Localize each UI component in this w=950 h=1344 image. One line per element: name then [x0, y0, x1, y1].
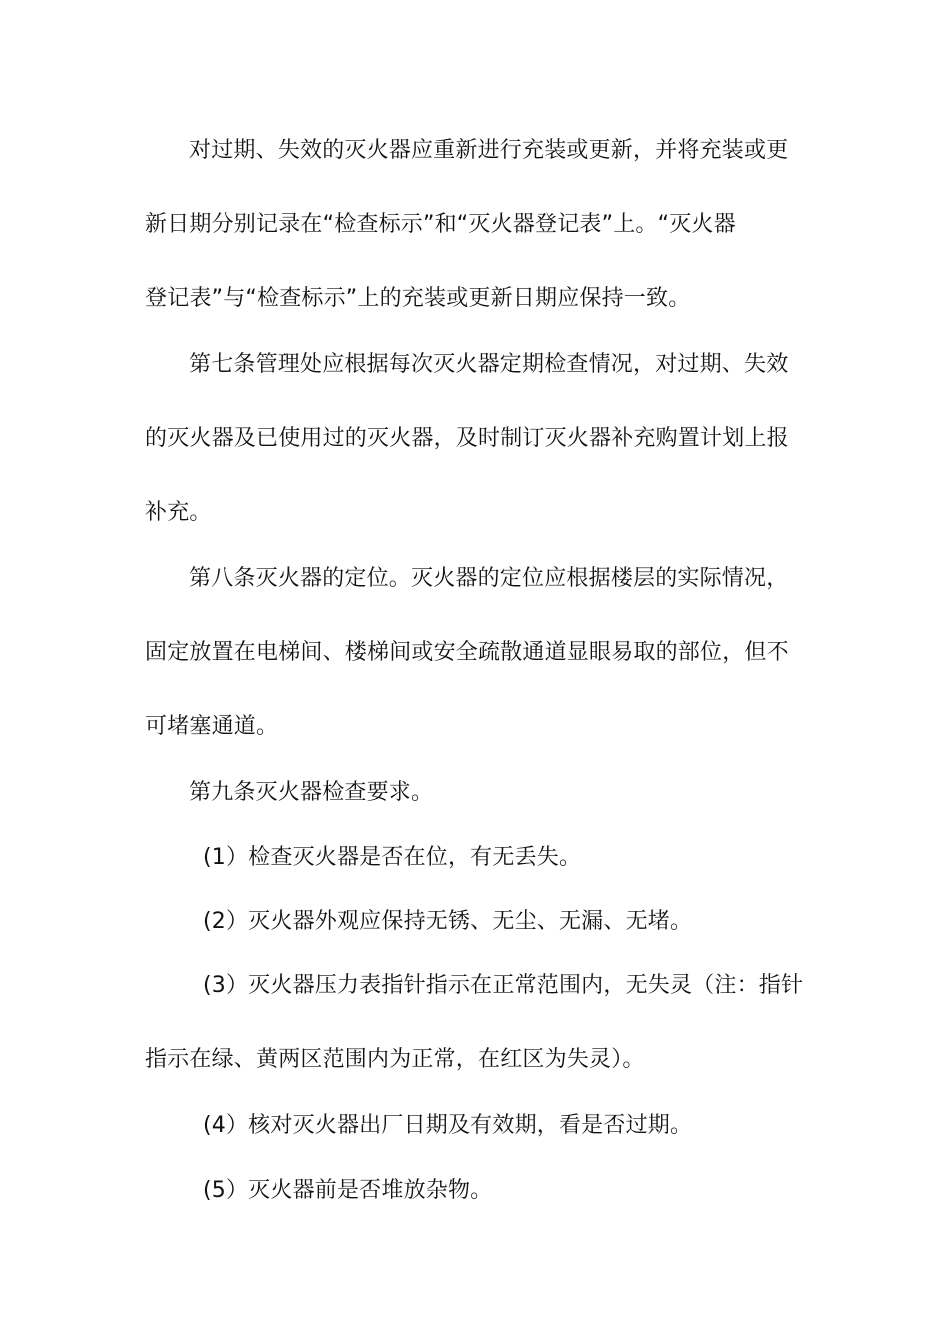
- check-item-4: (4）核对灭火器出厂日期及有效期，看是否过期。: [203, 1113, 693, 1138]
- article-8-line-2: 固定放置在电梯间、楼梯间或安全疏散通道显眼易取的部位，但不: [145, 640, 789, 665]
- check-item-2: (2）灭火器外观应保持无锈、无尘、无漏、无堵。: [203, 909, 693, 934]
- check-item-1: (1）检查灭火器是否在位，有无丢失。: [203, 845, 582, 870]
- paragraph-line-2: 新日期分别记录在“检查标示”和“灭火器登记表”上。“灭火器: [145, 212, 736, 237]
- article-7-line-1: 第七条管理处应根据每次灭火器定期检查情况，对过期、失效: [189, 352, 789, 377]
- article-8-line-1: 第八条灭火器的定位。灭火器的定位应根据楼层的实际情况，: [189, 566, 789, 591]
- check-item-3-line-2: 指示在绿、黄两区范围内为正常，在红区为失灵）。: [145, 1047, 645, 1072]
- article-8-line-3: 可堵塞通道。: [145, 714, 279, 739]
- paragraph-line-1: 对过期、失效的灭火器应重新进行充装或更新，并将充装或更: [189, 138, 789, 163]
- article-7-line-3: 补充。: [145, 500, 212, 525]
- article-9-heading: 第九条灭火器检查要求。: [189, 780, 434, 805]
- check-item-5: (5）灭火器前是否堆放杂物。: [203, 1178, 493, 1203]
- check-item-3-line-1: (3）灭火器压力表指针指示在正常范围内，无失灵（注：指针: [203, 973, 804, 998]
- paragraph-line-3: 登记表”与“检查标示”上的充装或更新日期应保持一致。: [145, 286, 691, 311]
- article-7-line-2: 的灭火器及已使用过的灭火器，及时制订灭火器补充购置计划上报: [145, 426, 789, 451]
